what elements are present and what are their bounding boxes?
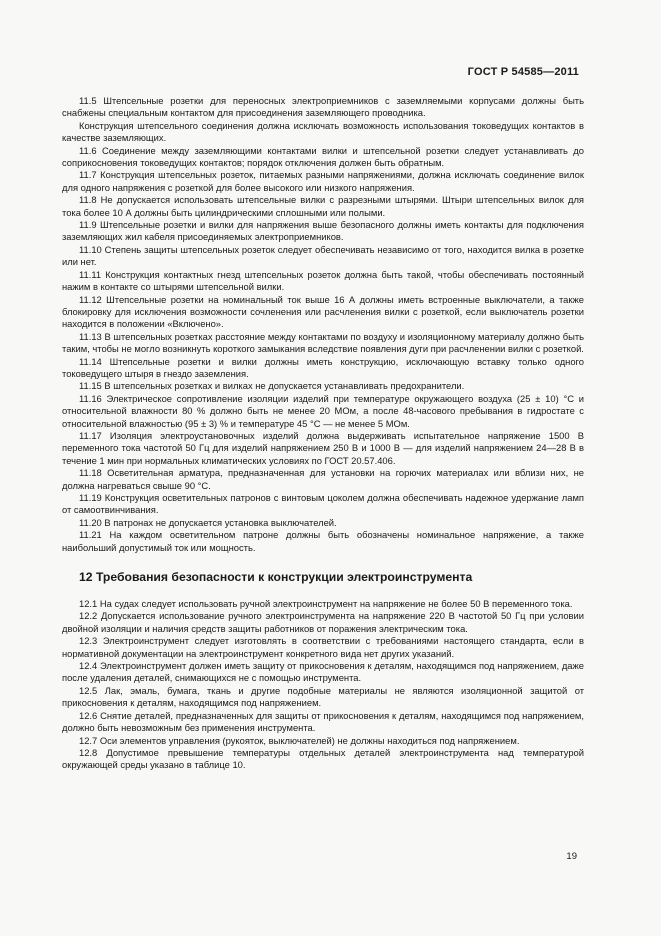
clause-11-9: 11.9 Штепсельные розетки и вилки для напряжения выше безопасного должны иметь контакты для подключения заземляющих жил кабеля присоединяемых электроприемников. [62,219,584,243]
clause-12-8: 12.8 Допустимое превышение температуры отдельных деталей электроинструмента над температурой окружающей среды указано в таблице 10. [62,746,584,771]
clause-12-3: 12.3 Электроинструмент следует изготовлять в соответствии с требованиями настоящего стандарта, если в нормативной документации на электроинструмент конкретного вида нет других указаний. [62,635,584,659]
clause-11-7: 11.7 Конструкция штепсельных розеток, питаемых разными напряжениями, должна исключать соединение вилок для одного напряжения с розеткой для более высокого или низкого напряжения. [62,169,584,193]
clause-11-15: 11.15 В штепсельных розетках и вилках не допускается устанавливать предохранители. [79,380,465,392]
page-number: 19 [566,851,577,862]
clause-11-21: 11.21 На каждом осветительном патроне должны быть обозначены номинальное напряжение, а также наибольший допустимый ток или мощность. [62,529,584,553]
section-12-clauses [62,598,584,772]
clause-11-8: 11.8 Не допускается использовать штепсельные вилки с разрезными штырями. Штыри штепсельных вилок для тока более 10 А должны быть цилиндрическими сплошными или полыми. [62,194,584,218]
clause-11-16: 11.16 Электрическое сопротивление изоляции изделий при температуре окружающего воздуха (25 ± 10) °С и относительной влажности 80 % должно быть не менее 20 МОм, а после 48-часового пребывания в гидростате с относительной влажностью (95 ± 3) % и температуре 45 °С — не менее 5 МОм. [62,392,584,429]
standard-header: ГОСТ Р 54585—2011 [467,66,579,78]
clause-11-5: 11.5 Штепсельные розетки для переносных электроприемников с заземляемыми корпусами должны быть снабжены специальным контактом для присоединения заземляющего проводника. [62,95,584,119]
clause-11-17: 11.17 Изоляция электроустановочных изделий должна выдерживать испытательное напряжение 1500 В переменного тока частотой 50 Гц для изделий напряжением 250 В и 1000 В — для изделий напряжением 24—28 В в течение 1 мин при нормальных климатических условиях по ГОСТ 20.57.406. [62,429,584,466]
clause-12-5: 12.5 Лак, эмаль, бумага, ткань и другие подобные материалы не являются изоляционной защитой от прикосновения к деталям, находящимся под напряжением. [62,684,584,709]
clause-12-1: 12.1 На судах следует использовать ручной электроинструмент на напряжение не более 50 В переменного тока. [79,598,573,610]
clause-11-12: 11.12 Штепсельные розетки на номинальный ток выше 16 А должны иметь встроенные выключатели, а также блокировку для исключения возможности сочленения или расчленения вилки с розеткой, если выключатель розетки находится в положении «Включено». [62,293,584,330]
clause-11-10: 11.10 Степень защиты штепсельных розеток следует обеспечивать независимо от того, находится вилка в розетке или нет. [62,243,584,268]
clause-11-19: 11.19 Конструкция осветительных патронов с винтовым цоколем должна обеспечивать надежное удержание ламп от самоотвинчивания. [62,492,584,516]
section-11-clauses [62,95,584,554]
document-body [62,95,584,772]
clause-11-14: 11.14 Штепсельные розетки и вилки должны иметь конструкцию, исключающую вставку только одного токоведущего штыря в гнездо заземления. [62,355,584,379]
clause-11-5-note: Конструкция штепсельного соединения должна исключать возможность использования токоведущих контактов в качестве заземляющих. [62,119,584,144]
clause-11-20: 11.20 В патронах не допускается установка выключателей. [79,516,337,528]
clause-11-6: 11.6 Соединение между заземляющими контактами вилки и штепсельной розетки следует устанавливать до соприкосновения токоведущих контактов; порядок отключения должен быть обратным. [62,144,584,169]
clause-12-4: 12.4 Электроинструмент должен иметь защиту от прикосновения к деталям, находящимся под напряжением, даже после удаления деталей, снимающихся не с помощью инструмента. [62,660,584,684]
clause-11-11: 11.11 Конструкция контактных гнезд штепсельных розеток должна быть такой, чтобы обеспечивать постоянный нажим в контакте со штырями штепсельной вилки. [62,268,584,293]
clause-12-7: 12.7 Оси элементов управления (рукояток, выключателей) не должны находиться под напряжением. [79,734,520,746]
clause-12-2: 12.2 Допускается использование ручного электроинструмента на напряжение 220 В частотой 50 Гц при условии двойной изоляции и наличия средств защиты работников от поражения электрическим тока. [62,610,584,634]
section-12-heading: 12 Требования безопасности к конструкции электроинструмента [79,570,473,585]
clause-11-13: 11.13 В штепсельных розетках расстояние между контактами по воздуху и изоляционному материалу должно быть таким, чтобы не могло возникнуть короткого замыкания вследствие появления дуги при расчленении вилки с розеткой. [62,330,584,355]
clause-12-6: 12.6 Снятие деталей, предназначенных для защиты от прикосновения к деталям, находящимся под напряжением, должно быть невозможным без применения инструмента. [62,709,584,734]
clause-11-18: 11.18 Осветительная арматура, предназначенная для установки на горючих материалах или вблизи них, не должна нагреваться свыше 90 °С. [62,467,584,491]
